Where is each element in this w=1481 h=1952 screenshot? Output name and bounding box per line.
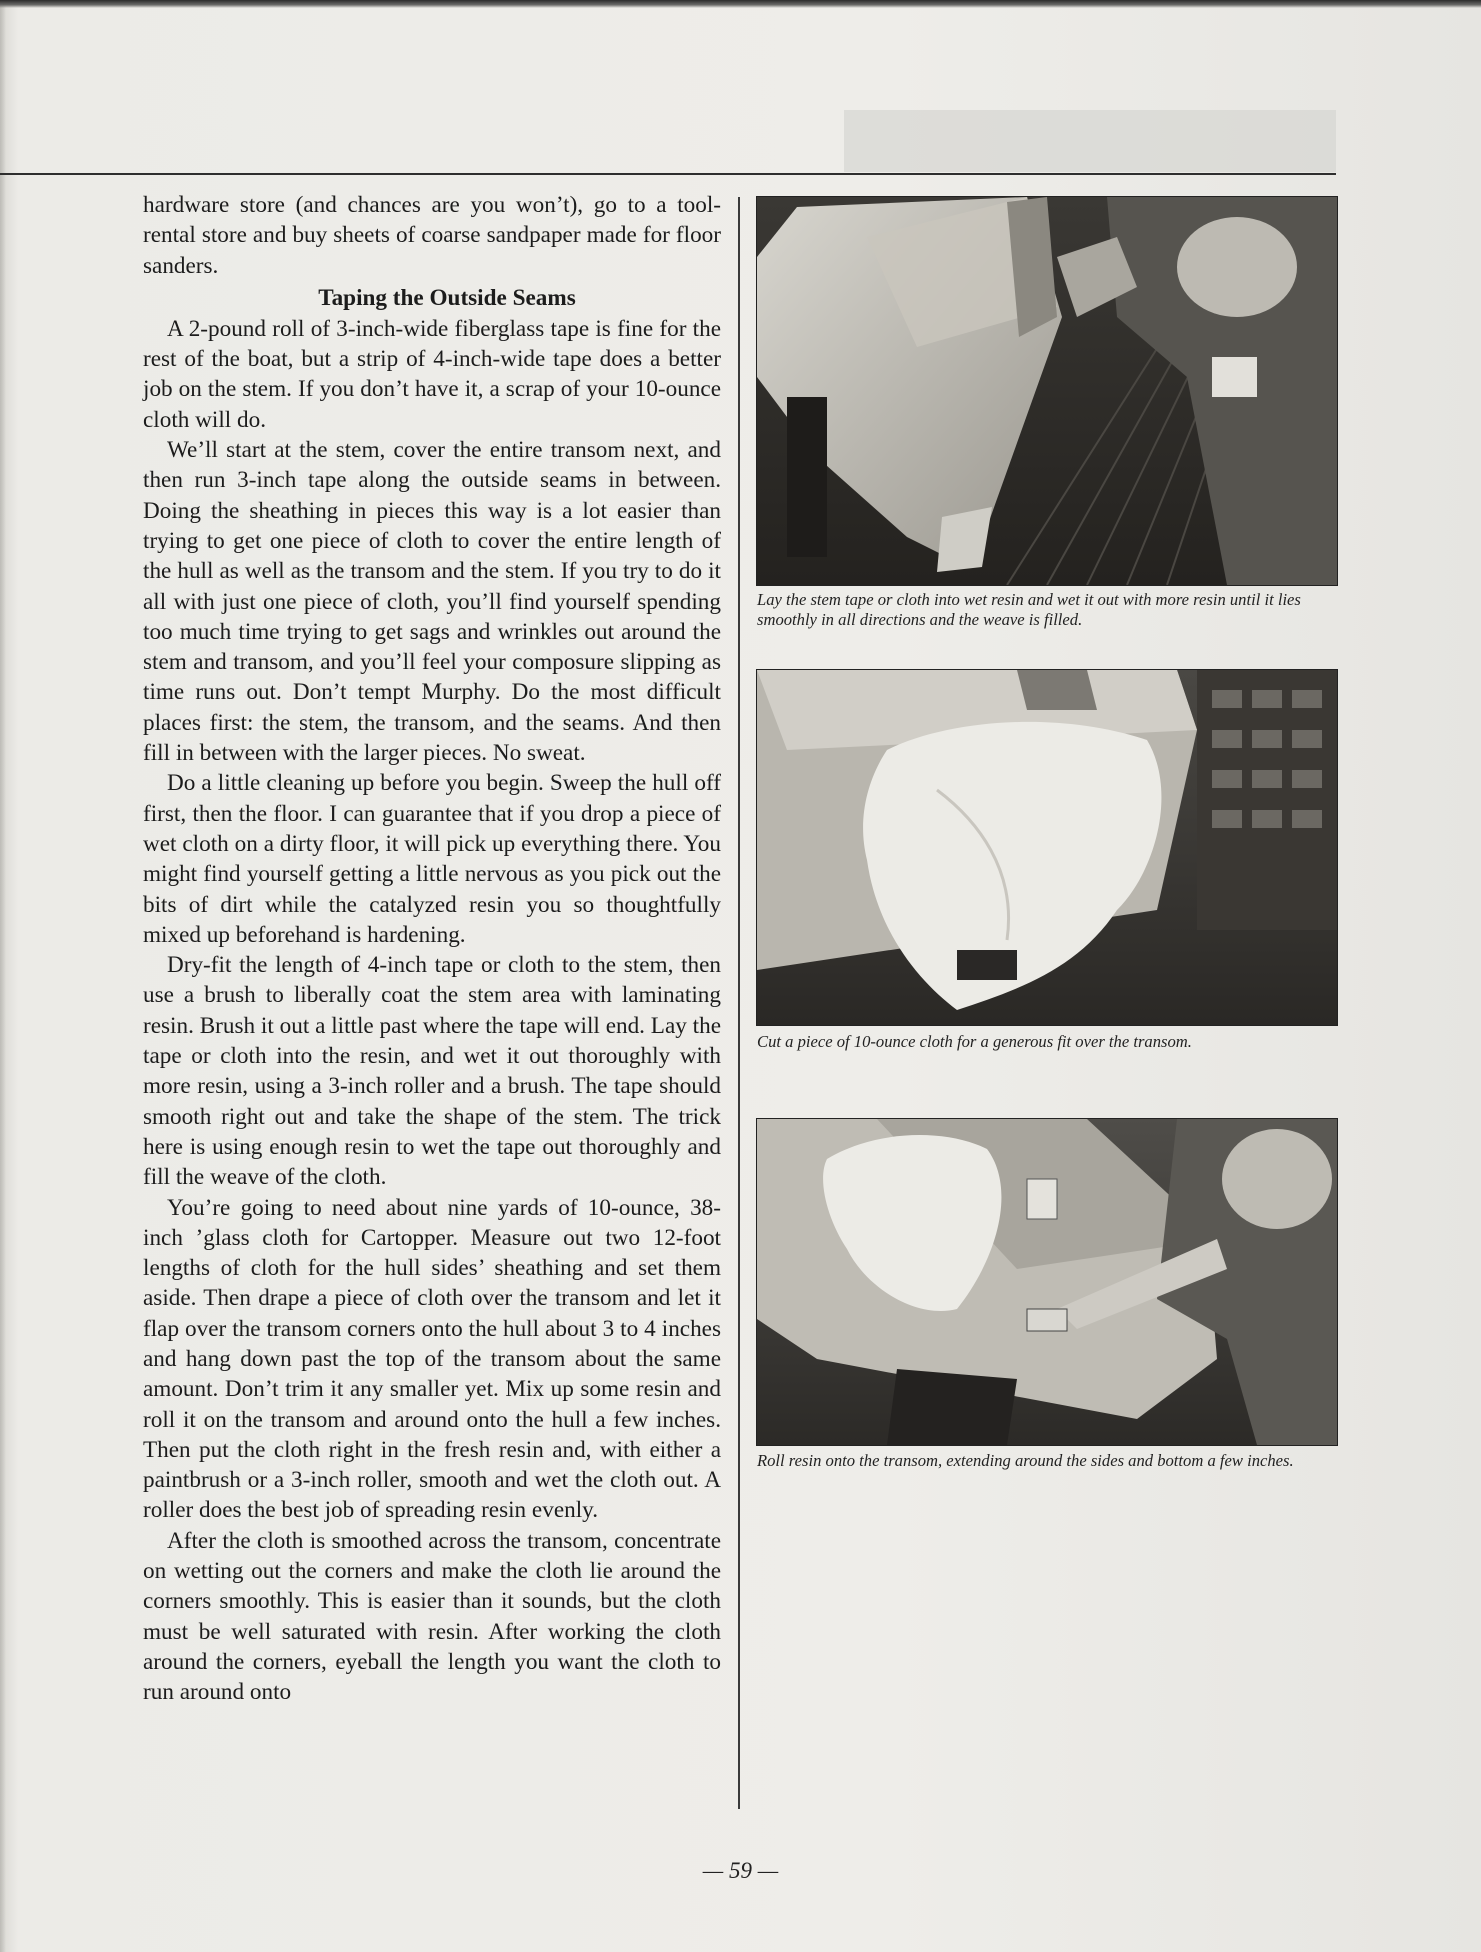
photo-rolling-resin	[756, 1118, 1338, 1446]
photo-cloth-over-transom	[756, 669, 1338, 1026]
figure-caption-1: Lay the stem tape or cloth into wet resin and wet it out with more resin until it lies smoothly in all directions and the weave is filled.	[757, 590, 1301, 629]
page-number: — 59 —	[702, 1858, 779, 1883]
page-spine-shadow	[0, 0, 6, 1952]
paragraph-2: We’ll start at the stem, cover the entire transom next, and then run 3-inch tape along the outside seams in between. Doing the sheathing in pieces this way is a lot easier than trying to get one piece of cloth to cover the entire length of the hull as well as the transom and the stem. If you try to do it all with just one piece of cloth, you’ll find yourself spending too much time trying to get sags and wrinkles out around the stem and transom, and you’ll feel your composure slipping as time runs out. Don’t tempt Murphy. Do the most difficult places first: the stem, the transom, and the seams. And then fill in between with the larger pieces. No sweat.	[143, 437, 721, 767]
paragraph-6: After the cloth is smoothed across the transom, concentrate on wetting out the corners and make the cloth lie around the corners smoothly. This is easier than it sounds, but the cloth must be well saturated with resin. After working the cloth around the corners, eyeball the length you want the cloth to run around onto	[143, 1527, 721, 1706]
paragraph-4: Dry-fit the length of 4-inch tape or cloth to the stem, then use a brush to liberally coat the stem area with laminating resin. Brush it out a little past where the tape will end. Lay the tape or cloth into the resin, and wet it out thoroughly with more resin, using a 3-inch roller and a brush. The tape should smooth right out and take the shape of the stem. The trick here is using enough resin to wet the tape out thoroughly and fill the weave of the cloth.	[143, 952, 721, 1191]
bleed-through-shadow	[844, 110, 1336, 172]
body-text-column	[143, 190, 721, 1708]
photo-stem-taping	[756, 196, 1338, 586]
paragraph-5: You’re going to need about nine yards of 10-ounce, 38-inch ’glass cloth for Cartopper. Measure out two 12-foot lengths of cloth for the hull sides’ sheathing and set them aside. Then drape a piece of cloth over the transom and let it flap over the transom corners onto the hull about 3 to 4 inches and hang down past the top of the transom about the same amount. Don’t trim it any smaller yet. Mix up some resin and roll it on the transom and around onto the hull a few inches. Then put the cloth right in the fresh resin and, with either a paintbrush or a 3-inch roller, smooth and wet the cloth out. A roller does the best job of spreading resin evenly.	[143, 1194, 721, 1524]
column-divider	[738, 197, 740, 1809]
scan-top-edge	[0, 0, 1481, 8]
paragraph-3: Do a little cleaning up before you begin. Sweep the hull off first, then the floor. I can guarantee that if you drop a piece of wet cloth on a dirty floor, it will pick up everything there. You might find yourself getting a little nervous as you pick out the bits of dirt while the catalyzed resin you so thoughtfully mixed up beforehand is hardening.	[143, 770, 721, 948]
section-heading: Taping the Outside Seams	[318, 284, 576, 311]
figure-caption-3: Roll resin onto the transom, extending around the sides and bottom a few inches.	[757, 1451, 1294, 1470]
paragraph-1: A 2-pound roll of 3-inch-wide fiberglass tape is fine for the rest of the boat, but a strip of 4-inch-wide tape does a better job on the stem. If you don’t have it, a scrap of your 10-ounce cloth will do.	[143, 315, 721, 433]
header-rule	[0, 173, 1336, 175]
figure-caption-2: Cut a piece of 10-ounce cloth for a generous fit over the transom.	[757, 1032, 1192, 1051]
intro-paragraph: hardware store (and chances are you won’t), go to a tool-rental store and buy sheets of coarse sandpaper made for floor sanders.	[143, 192, 721, 279]
